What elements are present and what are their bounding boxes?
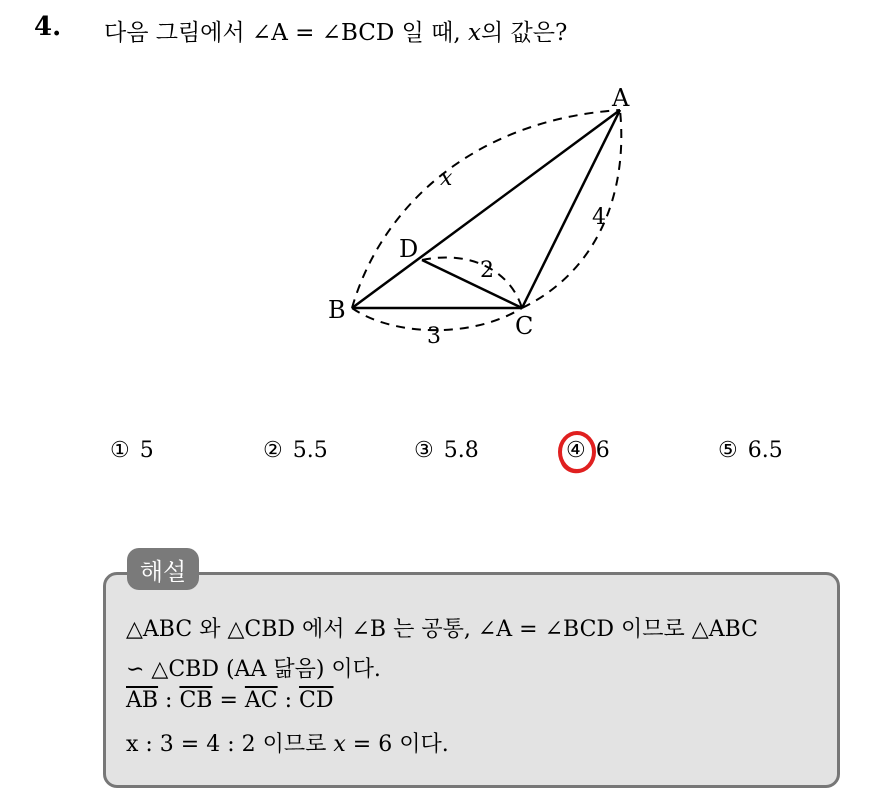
vertex-d-label: D xyxy=(399,235,419,263)
length-ab-label: x xyxy=(440,166,453,191)
vertex-a-label: A xyxy=(612,84,630,112)
solution-eq1: x : 3 = 4 : 2 이므로 xyxy=(126,732,334,757)
choice-4[interactable] xyxy=(566,438,610,463)
choice-3[interactable] xyxy=(414,438,479,463)
segment-cd-text: $\overline{CD}$ xyxy=(299,688,334,713)
solution-line-4 xyxy=(126,727,449,758)
choice-2[interactable] xyxy=(263,438,328,463)
vertex-c-label: C xyxy=(515,312,534,340)
solution-line-1: △ABC 와 △CBD 에서 ∠B 는 공통, ∠A = ∠BCD 이므로 △ABC xyxy=(126,617,759,642)
question-number: 4. xyxy=(34,12,62,42)
question-prefix: 다음 그림에서 ∠A = ∠BCD 일 때, xyxy=(104,20,469,46)
segment-ac-text: $\overline{AC}$ xyxy=(244,688,278,713)
length-ac-label: 4 xyxy=(592,205,606,230)
vertex-b-label: B xyxy=(328,296,346,324)
choice-mark: ③ xyxy=(414,438,434,463)
choice-5[interactable] xyxy=(718,438,783,463)
solution-line-3: $\overline{AB}$ : $\overline{CB} = \overline{AC}$ : $\overline{CD}$ xyxy=(126,688,334,713)
question-suffix: 의 값은? xyxy=(481,20,568,46)
choice-value: 6 xyxy=(595,438,610,463)
choice-value: 5.8 xyxy=(443,438,479,463)
choice-value: 5.5 xyxy=(292,438,328,463)
solution-line-2: ∽ △CBD (AA 닮음) 이다. xyxy=(126,657,381,682)
solution-tag: 해설 xyxy=(127,548,199,590)
choice-mark: ⑤ xyxy=(718,438,738,463)
segment-ab-text: $\overline{AB}$ xyxy=(126,688,159,713)
question-var: x xyxy=(468,20,482,46)
length-dc-label: 2 xyxy=(480,258,494,283)
choice-mark: ④ xyxy=(566,438,586,463)
choice-value: 6.5 xyxy=(747,438,783,463)
choice-mark: ② xyxy=(263,438,283,463)
solution-xvar: x xyxy=(333,732,346,757)
choice-mark: ① xyxy=(110,438,130,463)
solution-eq2: = 6 이다. xyxy=(345,732,449,757)
answer-mark-tail xyxy=(562,462,592,472)
segment-cb-text: $\overline{CB}$ xyxy=(179,688,213,713)
choice-value: 5 xyxy=(139,438,154,463)
choice-1[interactable] xyxy=(110,438,154,463)
segment-dc xyxy=(422,260,522,308)
length-bc-label: 3 xyxy=(427,324,441,349)
